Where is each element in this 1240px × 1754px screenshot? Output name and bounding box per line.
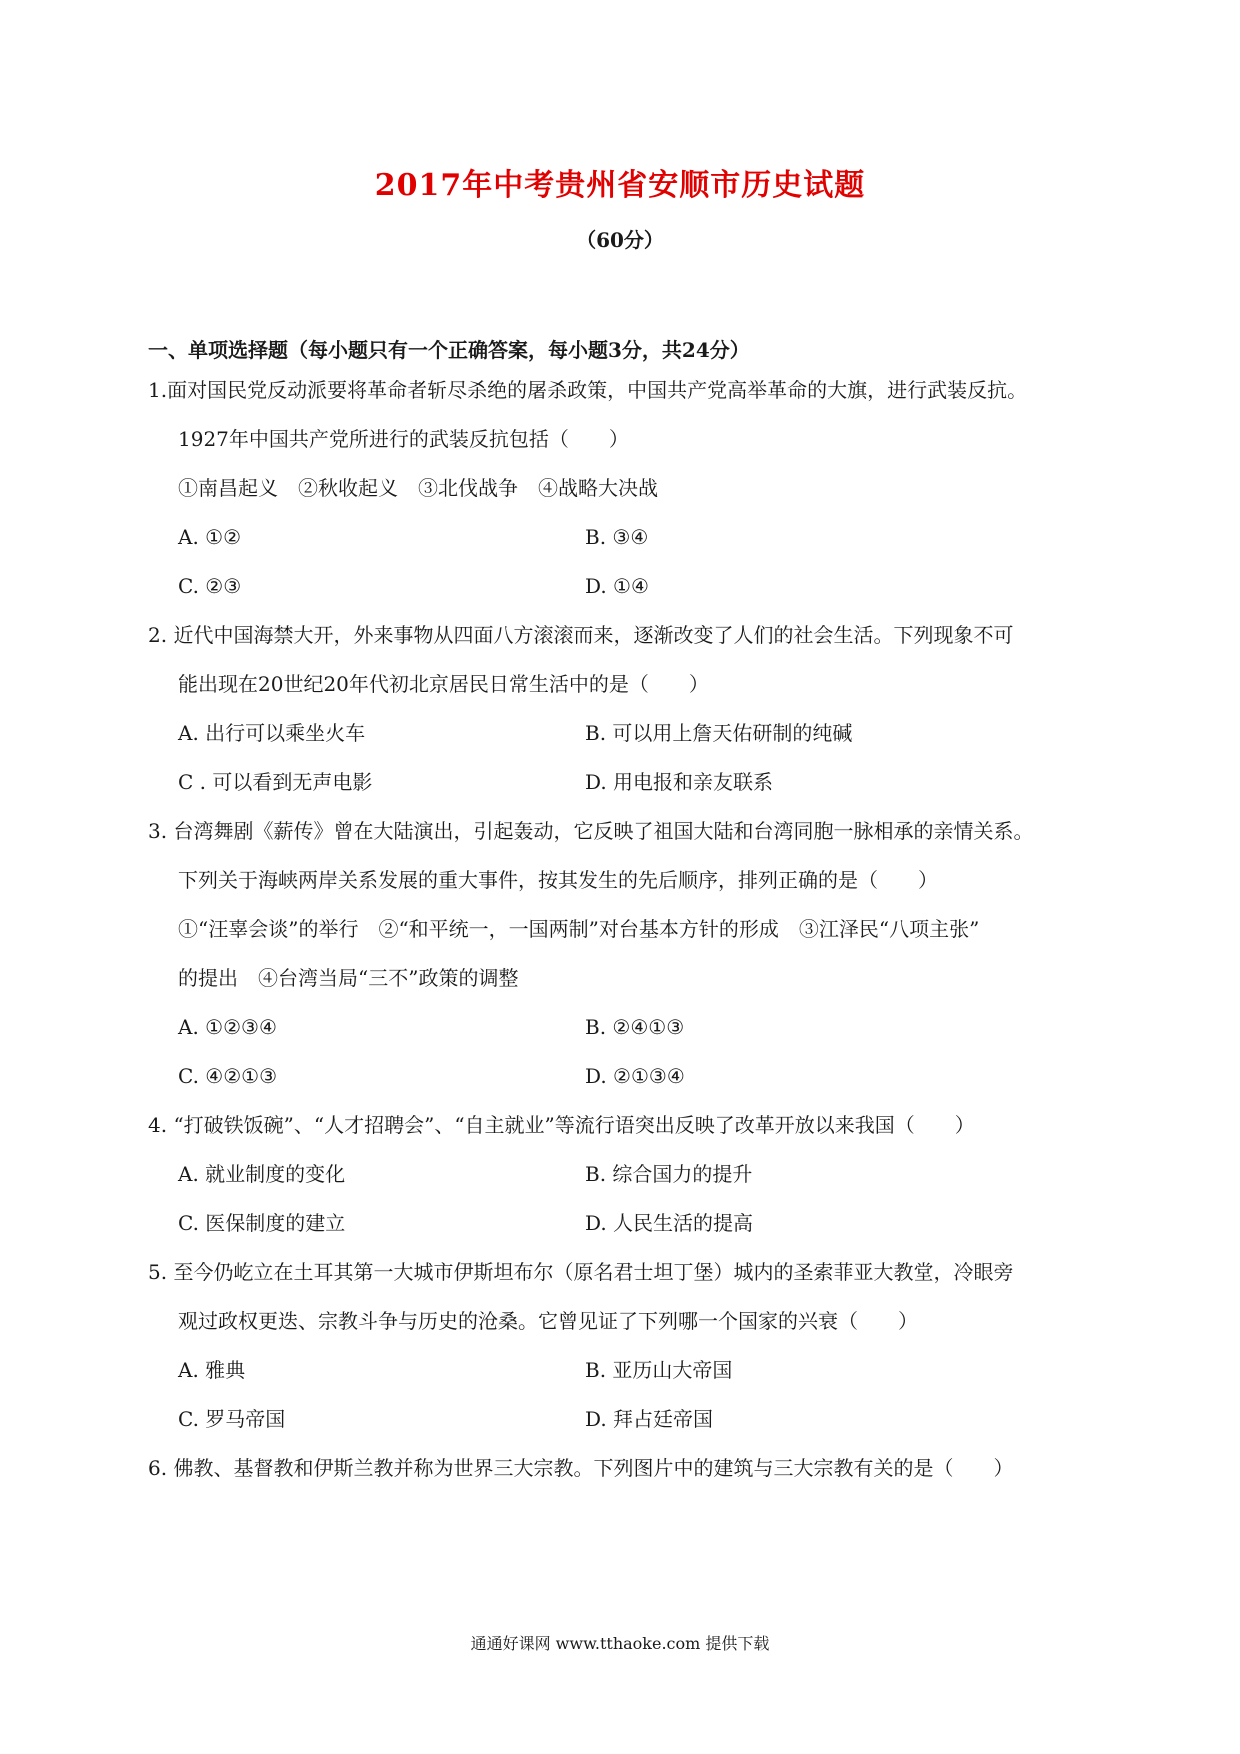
question-4-option-c: C. 医保制度的建立: [178, 1211, 346, 1235]
question-5-option-b: B. 亚历山大帝国: [585, 1358, 733, 1382]
question-3-stem: 3. 台湾舞剧《薪传》曾在大陆演出，引起轰动，它反映了祖国大陆和台湾同胞一脉相承的亲情关系。: [148, 819, 1034, 843]
question-4-option-b: B. 综合国力的提升: [585, 1162, 753, 1186]
question-5-option-d: D. 拜占廷帝国: [585, 1407, 714, 1431]
question-1-option-d: D. ①④: [585, 574, 649, 598]
question-4-option-d: D. 人民生活的提高: [585, 1211, 754, 1235]
question-2-option-c: C . 可以看到无声电影: [178, 770, 373, 794]
question-2-stem: 2. 近代中国海禁大开，外来事物从四面八方滚滚而来，逐渐改变了人们的社会生活。下列现象不可: [148, 623, 1014, 647]
question-1-stem: 1.面对国民党反动派要将革命者斩尽杀绝的屠杀政策，中国共产党高举革命的大旗，进行武装反抗。: [148, 378, 1028, 402]
question-1-items: ①南昌起义 ②秋收起义 ③北伐战争 ④战略大决战: [178, 476, 658, 500]
question-2-stem-cont: 能出现在20世纪20年代初北京居民日常生活中的是（ ）: [178, 672, 709, 696]
question-5-stem: 5. 至今仍屹立在土耳其第一大城市伊斯坦布尔（原名君士坦丁堡）城内的圣索菲亚大教堂，冷眼旁: [148, 1260, 1014, 1284]
question-2-option-a: A. 出行可以乘坐火车: [178, 721, 366, 745]
question-5-stem-cont: 观过政权更迭、宗教斗争与历史的沧桑。它曾见证了下列哪一个国家的兴衰（ ）: [178, 1309, 918, 1333]
question-1-option-a: A. ①②: [178, 525, 242, 549]
question-2-option-b: B. 可以用上詹天佑研制的纯碱: [585, 721, 853, 745]
question-4-stem: 4. “打破铁饭碗”、“人才招聘会”、“自主就业”等流行语突出反映了改革开放以来我国（ ）: [148, 1113, 975, 1137]
question-1-option-b: B. ③④: [585, 525, 649, 549]
question-3-option-a: A. ①②③④: [178, 1015, 277, 1039]
question-2-option-d: D. 用电报和亲友联系: [585, 770, 774, 794]
question-1-stem-cont: 1927年中国共产党所进行的武装反抗包括（ ）: [178, 427, 629, 451]
question-1-option-c: C. ②③: [178, 574, 242, 598]
question-3-items-cont: 的提出 ④台湾当局“三不”政策的调整: [178, 966, 519, 990]
score-subtitle: （60分）: [576, 228, 664, 252]
question-3-option-b: B. ②④①③: [585, 1015, 685, 1039]
page-title: 2017年中考贵州省安顺市历史试题: [374, 168, 866, 203]
question-3-items: ①“汪辜会谈”的举行 ②“和平统一，一国两制”对台基本方针的形成 ③江泽民“八项主张”: [178, 917, 980, 941]
page-footer: 通通好课网 www.tthaoke.com 提供下载: [470, 1634, 770, 1653]
question-3-option-c: C. ④②①③: [178, 1064, 278, 1088]
question-6-stem: 6. 佛教、基督教和伊斯兰教并称为世界三大宗教。下列图片中的建筑与三大宗教有关的是（ ）: [148, 1456, 1014, 1480]
question-3-stem-cont: 下列关于海峡两岸关系发展的重大事件，按其发生的先后顺序，排列正确的是（ ）: [178, 868, 938, 892]
question-4-option-a: A. 就业制度的变化: [178, 1162, 346, 1186]
question-5-option-c: C. 罗马帝国: [178, 1407, 286, 1431]
section-heading: 一、单项选择题（每小题只有一个正确答案，每小题3分，共24分）: [148, 338, 750, 362]
question-3-option-d: D. ②①③④: [585, 1064, 685, 1088]
question-5-option-a: A. 雅典: [178, 1358, 246, 1382]
